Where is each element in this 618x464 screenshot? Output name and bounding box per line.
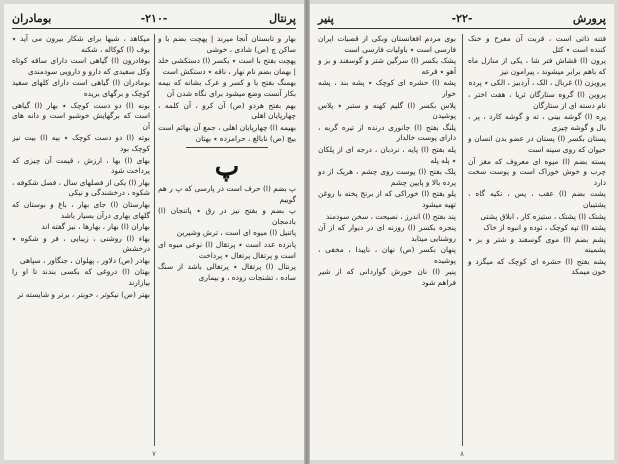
dictionary-entry: میکاهد ، شبها برای شکار بیرون می آید ٭ بوف (ا) کوکاله ، شکنه	[12, 34, 150, 54]
dictionary-entry: بهمنگ بفتح با و کسر و عرک بشانه که بیمه بکار آنست وضع میشود برای نگاه شدن آن	[158, 78, 296, 98]
dictionary-entry: فتنه ذاتی است ، قربت آن مفرح و خنک کننده است ٭ کثل	[468, 34, 606, 54]
dictionary-entry: پانزده عدد است ٭ پرتقال (ا) نوعی میوه ای است و پرتقال پرتغال ٭ پرداخت	[158, 239, 296, 260]
dictionary-entry: پلو بفتح (ا) خوراکی که از برنج پخته با روغن تهیه میشود	[318, 189, 456, 209]
dictionary-entry: پستان بکسر (ا) پستان در عضو بدن انسان و حیوان که روی سینه است	[468, 134, 606, 154]
dictionary-entry: پ بضم (ا) حرف است در پارسی که پ ر هم گوییم	[158, 183, 296, 204]
left-page-right-column	[158, 34, 296, 446]
dictionary-entry: پشتک (ا) پشتک ، ستیزه کار ، ابلاق پشتی	[480, 211, 606, 221]
dictionary-entry: پنیر (ا) نان خورش گواردانی که از شیر فراهم شود	[318, 267, 456, 288]
right-folio: ۸	[460, 450, 464, 458]
left-header-left: بومادران	[12, 12, 52, 25]
left-header-rule	[12, 28, 296, 29]
right-header-right: پرورش	[572, 12, 606, 25]
dictionary-entry: بوفادرون (ا) گیاهی است دارای ساقه کوتاه وکل سفیدی که دارو و دارویی سودمندی	[12, 56, 150, 76]
dictionary-entry: بهار و تابستان آنجا میرند | پهچت بضم با و ساکن چ (ص) شادی ، خوشی	[158, 34, 296, 54]
dictionary-entry: بوته (ا) دو دست کوچک ٭ بیه (ا) بیت نیز کوچک بود	[12, 133, 150, 153]
dictionary-entry: پ بضم و بفتح نیز در رق ٭ پاتنجان (ا) بادمجان	[158, 206, 296, 226]
left-header-right: پرنتال	[269, 12, 296, 25]
right-page	[310, 4, 614, 460]
right-page-number: -۲۲-	[451, 12, 473, 25]
dictionary-entry: بهای (ا) بها ، ارزش ، قیمت آن چیزی که پرداخت شود	[12, 155, 150, 176]
dictionary-entry: پروین (ا) گروه ستارگان ثریا ، هفت اختر ، نام دسته ای از ستارگان	[468, 89, 606, 110]
dictionary-entry: پرویزن (ا) غربال ، الک ، آردبیز ، الکی ٭ پرده	[468, 78, 606, 88]
left-page-number: -۲۱۰-	[140, 12, 168, 25]
dictionary-entry: پند بفتح (ا) اندرز ، نصیحت ، سخن سودمند	[325, 211, 456, 221]
right-header-rule	[318, 28, 606, 29]
dictionary-entry: پسته بضم (ا) میوه ای معروف که مغز آن چرب و خوش خوراک است و پوست سخت دارد	[468, 156, 606, 187]
dictionary-entry: بوی مردم افغانستان وبکی از قصبات ایران فارسی است ٭ باولیات فارسی است	[318, 34, 456, 54]
right-page-left-column	[318, 34, 456, 446]
left-folio: ۷	[152, 450, 156, 458]
section-rule	[186, 147, 269, 148]
dictionary-entry: پلک بفتح (ا) پوست روی چشم ، هریک از دو پرده بالا و پایین چشم	[318, 167, 456, 187]
dictionary-entry: بهارستان (ا) جای بهار ، باغ و بوستان که گلهای بهاری درآن بسیار باشد	[12, 199, 150, 220]
dictionary-entry: پشه (ا) حشره ای کوچک ٭ پشه بند ، پشه خوار	[318, 78, 456, 98]
dictionary-entry: بهاران (ا) بهار ، بهارها ، نیز گفته اند	[41, 222, 150, 232]
dictionary-entry: پله بفتح (ا) پایه ، نردبان ، درجه ای از پلکان ٭ پله پله	[318, 144, 456, 165]
dictionary-entry: بهار (ا) یکی از فصلهای سال ، فصل شکوفه ، شکوه ، درخشندگی و نیکی	[12, 177, 150, 198]
dictionary-entry: پرنتال (ا) پرتقال ٭ پرتغالی باشد از سنگ ساده ، تشنجات زوده ، و بیماری	[158, 262, 296, 282]
dictionary-entry: پلاس بکسر (ا) گلیم کهنه و ستبر ٭ پلاس پوشیدن	[318, 100, 456, 121]
right-page-right-column	[468, 34, 606, 446]
left-page-header	[12, 10, 296, 28]
dictionary-entry: پلنگ بفتح (ا) جانوری درنده از تیره گربه ، دارای پوست خالدار	[318, 122, 456, 143]
column-divider	[462, 34, 463, 446]
dictionary-entry: پشک بکسر (ا) سرگین شتر و گوسفند و بز و آهو ٭ قرعه	[318, 56, 456, 76]
dictionary-entry: پنجره بکسر (ا) روزنه ای در دیوار که از آن روشنایی میتابد	[318, 223, 456, 243]
left-page-left-column	[12, 34, 150, 446]
dictionary-entry: بونه (ا) دو دست کوچک ٭ بهار (ا) گیاهی است که برگهایش خوشبو است و دانه های آن	[12, 100, 150, 131]
dictionary-entry: پرون (ا) قشاش فتر شا ، یکی از منازل ماه که باهم برابر میشوند ، پیرامون نیز	[468, 56, 606, 76]
dictionary-entry: بهاء (ا) روشنی ، زیبایی ، فر و شکوه ٭ درخشش	[12, 233, 150, 254]
dictionary-entry: پره (ا) گوشه بینی ، ته و گوشه کارد ، پر ، بال و گوشه چیزی	[468, 112, 606, 132]
dictionary-entry: بهیمه (ا) چهارپایان اهلی ، جمع آن بهائم است	[158, 122, 296, 132]
dictionary-entry: بهتر (ص) نیکوتر ، خوبتر ، برتر و شایسته تر	[17, 289, 150, 299]
dictionary-entry: پنهان بکسر (ص) نهان ، ناپیدا ، مخفی ، پوشیده	[318, 245, 456, 265]
dictionary-entry: پشت بضم (ا) عقب ، پس ، تکیه گاه ، پشتیبان	[468, 189, 606, 209]
dictionary-entry: پهچت بفتح با است ٭ بکسر (ا) دستکشی خلد | بهمان بضم نام نهار ، ناقه ٭ دستکش است	[158, 56, 296, 76]
dictionary-entry: پشه بفتح (ا) حشره ای کوچک که میگزد و خون میمکد	[468, 256, 606, 277]
column-divider	[154, 34, 155, 446]
right-page-header	[318, 10, 606, 28]
left-page-columns	[12, 34, 296, 446]
left-page	[4, 4, 304, 460]
dictionary-entry: بیچ (ص) نابالغ ، حرامزده ٭ بهتان	[195, 134, 296, 144]
dictionary-entry: بومادران (ا) گیاهی است دارای کلهای سفید کوچک و برگهای بریده	[12, 78, 150, 98]
section-letter-heading: پ	[214, 151, 240, 182]
dictionary-entry: بهادر (ص) دلاور ، پهلوان ، جنگاور ، سپاهی	[19, 255, 150, 265]
dictionary-entry: بهتان (ا) دروغی که بکسی بندند تا او را بیازارند	[12, 267, 150, 288]
right-header-left: پنیر	[318, 12, 334, 25]
dictionary-entry: پاتنیل (ا) میوه ای است ، ترش وشیرین	[176, 228, 296, 238]
right-page-columns	[318, 34, 606, 446]
dictionary-entry: پشم بضم (ا) موی گوسفند و شتر و بز ٭ پشمینه	[468, 234, 606, 255]
dictionary-entry: بهم بفتح هردو (ص) آن کرو ، آن کلمه ، چهارپایان اهلی	[158, 100, 296, 121]
dictionary-entry: پشته (ا) تپه کوچک ، توده و انبوه از خاک	[483, 223, 606, 233]
